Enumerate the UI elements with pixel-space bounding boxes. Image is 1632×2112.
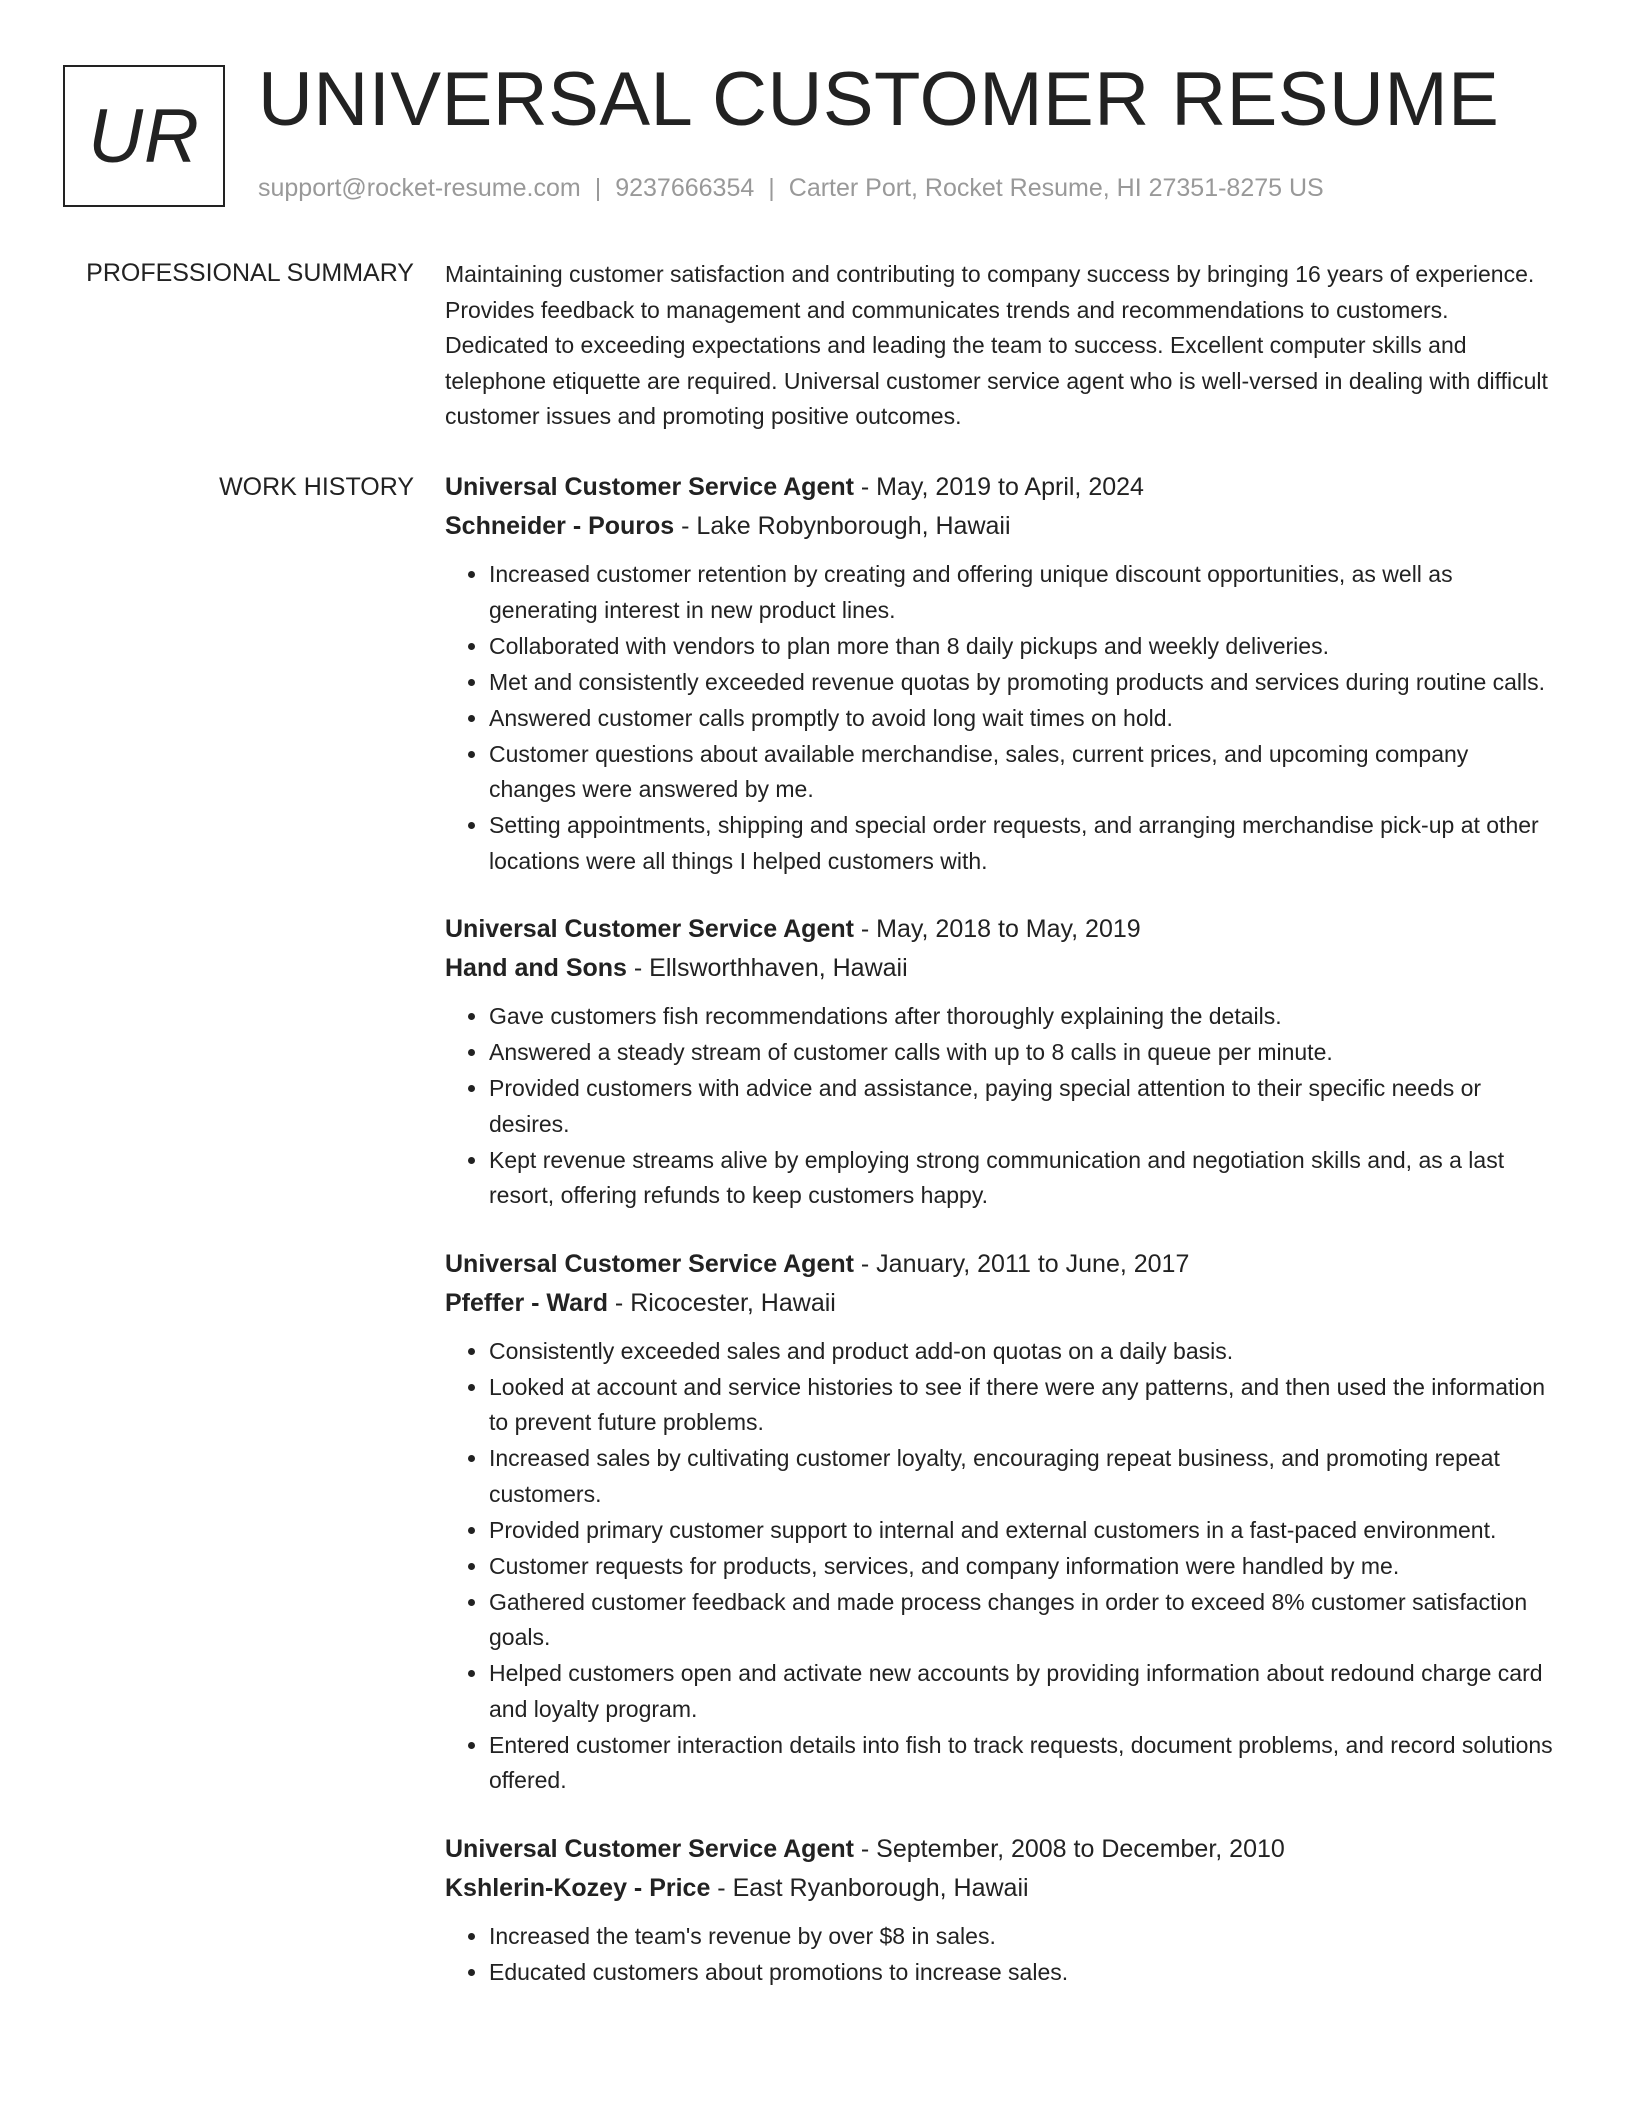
job-location: - East Ryanborough, Hawaii xyxy=(710,1873,1029,1902)
job-company: Kshlerin-Kozey - Price xyxy=(445,1873,711,1902)
job-company-line xyxy=(445,1284,1555,1323)
job-bullets xyxy=(445,1334,1555,1799)
job-location: - Lake Robynborough, Hawaii xyxy=(674,512,1011,540)
job-dates: - May, 2019 to April, 2024 xyxy=(853,473,1144,501)
job-company: Schneider - Pouros xyxy=(445,512,675,540)
job-bullets xyxy=(445,1919,1555,1991)
work-history-section xyxy=(445,468,1555,2021)
job-bullet: • Gave customers fish recommendations after thoroughly explaining the details. xyxy=(489,999,1555,1035)
job-bullet: • Customer questions about available merchandise, sales, current prices, and upcoming company changes were answered by me. xyxy=(489,737,1555,808)
job-bullet: • Helped customers open and activate new accounts by providing information about redound charge card and loyalty program. xyxy=(489,1656,1555,1727)
job-bullet: • Entered customer interaction details into fish to track requests, document problems, and record solutions offered. xyxy=(489,1728,1555,1799)
job-bullet: • Gathered customer feedback and made process changes in order to exceed 8% customer satisfaction goals. xyxy=(489,1585,1555,1656)
job-title: Universal Customer Service Agent xyxy=(445,1249,854,1278)
job-bullet: • Educated customers about promotions to increase sales. xyxy=(489,1955,1555,1991)
job-bullet: • Answered a steady stream of customer calls with up to 8 calls in queue per minute. xyxy=(489,1035,1555,1071)
monogram-box xyxy=(63,65,225,207)
job-bullet: • Provided customers with advice and assistance, paying special attention to their specific needs or desires. xyxy=(489,1071,1555,1142)
job-location: - Ricocester, Hawaii xyxy=(607,1288,836,1317)
contact-phone: 9237666354 xyxy=(615,174,755,202)
job-dates: - January, 2011 to June, 2017 xyxy=(853,1249,1190,1278)
job-title: Universal Customer Service Agent xyxy=(445,915,854,943)
job-entry xyxy=(445,1245,1555,1799)
job-bullet: • Setting appointments, shipping and special order requests, and arranging merchandise pick-up at other locations were all things I helped customers with. xyxy=(489,808,1555,879)
job-company-line xyxy=(445,1869,1555,1908)
job-bullets xyxy=(445,999,1555,1214)
job-bullet: • Increased customer retention by creating and offering unique discount opportunities, as well as generating interest in new product lines. xyxy=(489,557,1555,628)
job-company: Pfeffer - Ward xyxy=(445,1288,608,1317)
job-entry xyxy=(445,468,1555,879)
job-bullet: • Collaborated with vendors to plan more than 8 daily pickups and weekly deliveries. xyxy=(489,629,1555,665)
job-bullet: • Consistently exceeded sales and product add-on quotas on a daily basis. xyxy=(489,1334,1555,1370)
job-bullet: • Kept revenue streams alive by employing strong communication and negotiation skills and, as a last resort, offering refunds to keep customers happy. xyxy=(489,1143,1555,1214)
job-bullet: • Customer requests for products, services, and company information were handled by me. xyxy=(489,1549,1555,1585)
job-title-line xyxy=(445,468,1555,507)
job-company: Hand and Sons xyxy=(445,954,627,982)
job-title: Universal Customer Service Agent xyxy=(445,1834,854,1863)
job-title: Universal Customer Service Agent xyxy=(445,473,854,501)
contact-line xyxy=(258,174,1324,203)
job-bullet: • Increased the team's revenue by over $8 in sales. xyxy=(489,1919,1555,1955)
job-bullets xyxy=(445,557,1555,879)
job-entry xyxy=(445,910,1555,1214)
resume-name: UNIVERSAL CUSTOMER RESUME xyxy=(258,57,1500,142)
contact-address: Carter Port, Rocket Resume, HI 27351-8275 US xyxy=(788,174,1324,202)
job-company-line xyxy=(445,507,1555,546)
job-bullet: • Answered customer calls promptly to avoid long wait times on hold. xyxy=(489,701,1555,737)
work-history-label: WORK HISTORY xyxy=(219,473,414,501)
monogram-initials: UR xyxy=(88,93,200,179)
contact-separator: | xyxy=(594,174,602,202)
summary-section xyxy=(445,257,1555,435)
job-bullet: • Provided primary customer support to internal and external customers in a fast-paced environment. xyxy=(489,1513,1555,1549)
job-company-line xyxy=(445,949,1555,988)
job-dates: - May, 2018 to May, 2019 xyxy=(853,915,1141,943)
contact-separator: | xyxy=(768,174,775,202)
job-title-line xyxy=(445,910,1555,949)
summary-text: Maintaining customer satisfaction and contributing to company success by bringing 16 years of experience. Provides feedback to management and communicates trends and recommendations to customers. Dedicated to exceeding expectations and leading the team to success. Excellent computer skills and telephone etiquette are required. Universal customer service agent who is well-versed in dealing with difficult customer issues and promoting positive outcomes. xyxy=(445,261,1548,429)
job-title-line xyxy=(445,1245,1555,1284)
job-dates: - September, 2008 to December, 2010 xyxy=(853,1834,1285,1863)
job-bullet: • Increased sales by cultivating customer loyalty, encouraging repeat business, and promoting repeat customers. xyxy=(489,1441,1555,1512)
summary-label: PROFESSIONAL SUMMARY xyxy=(86,259,414,287)
job-entry xyxy=(445,1830,1555,1991)
job-title-line xyxy=(445,1830,1555,1869)
contact-email: support@rocket-resume.com xyxy=(258,174,581,202)
job-bullet: • Met and consistently exceeded revenue quotas by promoting products and services during routine calls. xyxy=(489,665,1555,701)
job-location: - Ellsworthhaven, Hawaii xyxy=(626,954,908,982)
job-bullet: • Looked at account and service histories to see if there were any patterns, and then used the information to prevent future problems. xyxy=(489,1370,1555,1441)
